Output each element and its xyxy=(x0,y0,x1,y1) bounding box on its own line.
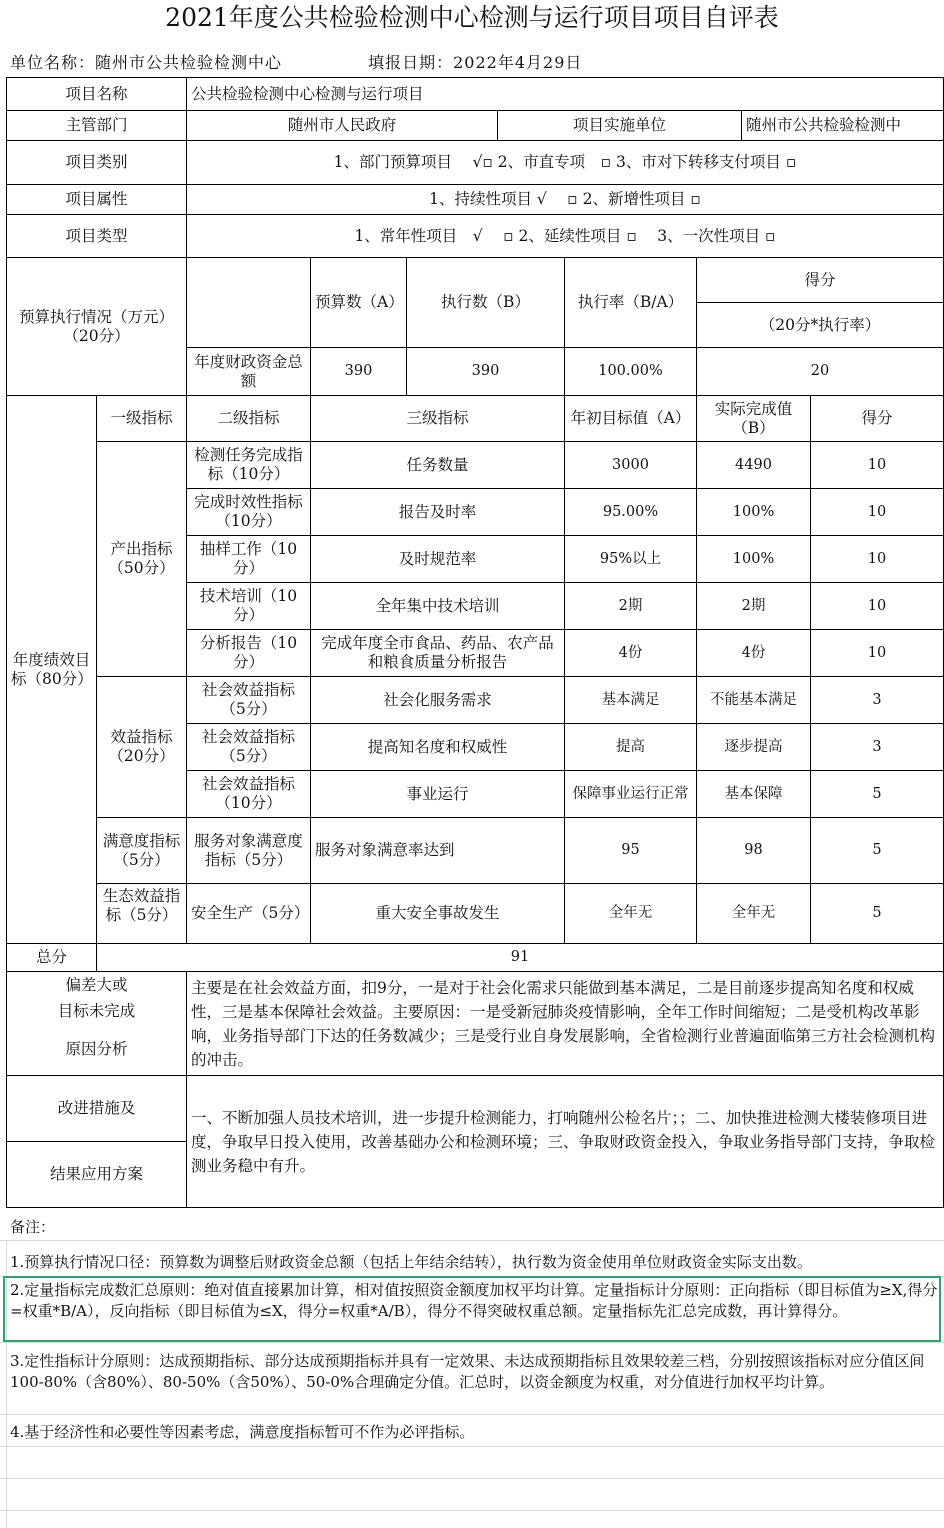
row-score: 10 xyxy=(811,442,944,489)
budget-rate: 100.00% xyxy=(565,348,697,396)
perf-header-l2: 二级指标 xyxy=(187,396,311,442)
group-satisfaction: 满意度指标（5分） xyxy=(97,818,187,884)
budget-score: 20 xyxy=(697,348,944,396)
grid-line xyxy=(0,1478,944,1479)
grid-line xyxy=(0,1240,944,1241)
category-value: 1、部门预算项目 √▫ 2、市直专项 ▫ 3、市对下转移支付项目 ▫ xyxy=(187,141,944,185)
row-actual: 不能基本满足 xyxy=(697,677,811,724)
row-target: 4份 xyxy=(565,630,697,677)
total-value: 91 xyxy=(97,944,944,972)
row-target: 95.00% xyxy=(565,489,697,536)
row-actual: 100% xyxy=(697,536,811,583)
row-target: 3000 xyxy=(565,442,697,489)
budget-value-a: 390 xyxy=(311,348,407,396)
row-actual: 98 xyxy=(697,818,811,884)
row-target: 2期 xyxy=(565,583,697,630)
project-name-value: 公共检验检测中心检测与运行项目 xyxy=(187,77,944,111)
grid-line xyxy=(0,1342,944,1343)
category-label: 项目类别 xyxy=(6,141,187,185)
budget-header-score: 得分 xyxy=(697,258,944,303)
row-l3: 提高知名度和权威性 xyxy=(311,724,565,771)
dept-value: 随州市人民政府 xyxy=(187,111,498,141)
row-l2: 完成时效性指标（10分） xyxy=(187,489,311,536)
row-actual: 4份 xyxy=(697,630,811,677)
budget-empty-header xyxy=(187,258,311,348)
row-l2: 抽样工作（10分） xyxy=(187,536,311,583)
perf-header-l1: 一级指标 xyxy=(97,396,187,442)
deviation-label-1: 偏差大或 xyxy=(6,972,187,998)
row-l3: 及时规范率 xyxy=(311,536,565,583)
row-l2: 服务对象满意度指标（5分） xyxy=(187,818,311,884)
deviation-label-2: 目标未完成 xyxy=(6,998,187,1024)
improve-label-1: 改进措施及 xyxy=(6,1076,187,1142)
attr-label: 项目属性 xyxy=(6,185,187,215)
row-target: 全年无 xyxy=(565,884,697,944)
perf-header-l3: 三级指标 xyxy=(311,396,565,442)
impl-label: 项目实施单位 xyxy=(498,111,742,141)
dept-label: 主管部门 xyxy=(6,111,187,141)
row-l2: 分析报告（10分） xyxy=(187,630,311,677)
row-actual: 全年无 xyxy=(697,884,811,944)
row-score: 10 xyxy=(811,583,944,630)
budget-header-b: 执行数（B） xyxy=(407,258,565,348)
total-label: 总分 xyxy=(6,944,97,972)
row-l3: 社会化服务需求 xyxy=(311,677,565,724)
row-target: 95%以上 xyxy=(565,536,697,583)
perf-header-score: 得分 xyxy=(811,396,944,442)
perf-label: 年度绩效目标（80分） xyxy=(6,396,97,944)
row-l3: 完成年度全市食品、药品、农产品和粮食质量分析报告 xyxy=(311,630,565,677)
row-score: 10 xyxy=(811,630,944,677)
row-l2: 社会效益指标（10分） xyxy=(187,771,311,818)
note-2: 2.定量指标完成数汇总原则：绝对值直接累加计算，相对值按照资金额度加权平均计算。定量指标计分原则：正向指标（即目标值为≥X,得分=权重*B/A），反向指标（即目标值为≤X，得分=权重*A/B），得分不得突破权重总额。定量指标先汇总完成数，再计算得分。 xyxy=(10,1281,938,1320)
budget-label: 预算执行情况（万元）（20分） xyxy=(6,258,187,396)
row-actual: 基本保障 xyxy=(697,771,811,818)
row-actual: 逐步提高 xyxy=(697,724,811,771)
budget-row-label: 年度财政资金总额 xyxy=(187,348,311,396)
deviation-label-3: 原因分析 xyxy=(6,1024,187,1076)
deviation-text: 主要是在社会效益方面，扣9分，一是对于社会化需求只能做到基本满足，二是目前逐步提高知名度和权威性，三是基本保障社会效益。主要原因：一是受新冠肺炎疫情影响，全年工作时间缩短；二是受机构改革影响，业务指导部门下达的任务数减少；三是受行业自身发展影响，全省检测行业普遍面临第三方社会检测机构的冲击。 xyxy=(191,979,936,1069)
row-actual: 4490 xyxy=(697,442,811,489)
row-actual: 2期 xyxy=(697,583,811,630)
budget-header-rate: 执行率（B/A） xyxy=(565,258,697,348)
budget-value-b: 390 xyxy=(407,348,565,396)
type-label: 项目类型 xyxy=(6,215,187,258)
row-score: 3 xyxy=(811,724,944,771)
project-name-label: 项目名称 xyxy=(6,77,187,111)
note-3: 3.定性指标计分原则：达成预期指标、部分达成预期指标并具有一定效果、未达成预期指标且效果较差三档，分别按照该指标对应分值区间100-80%（含80%）、80-50%（含50%）、50-0%合理确定分值。汇总时，以资金额度为权重，对分值进行加权平均计算。 xyxy=(10,1352,925,1391)
grid-line xyxy=(0,1414,944,1415)
grid-line xyxy=(0,1510,944,1511)
row-score: 5 xyxy=(811,818,944,884)
budget-header-a: 预算数（A） xyxy=(311,258,407,348)
unit-name: 单位名称：随州市公共检验检测中心 xyxy=(10,53,283,72)
row-l3: 报告及时率 xyxy=(311,489,565,536)
fill-date: 填报日期：2022年4月29日 xyxy=(368,53,583,72)
note-4: 4.基于经济性和必要性等因素考虑，满意度指标暂可不作为必评指标。 xyxy=(10,1423,475,1441)
row-score: 5 xyxy=(811,771,944,818)
page-title: 2021年度公共检验检测中心检测与运行项目项目自评表 xyxy=(165,3,779,32)
group-benefit: 效益指标（20分） xyxy=(97,677,187,818)
row-score: 10 xyxy=(811,536,944,583)
row-l3: 重大安全事故发生 xyxy=(311,884,565,944)
row-l3: 服务对象满意率达到 xyxy=(311,818,565,884)
group-output: 产出指标（50分） xyxy=(97,442,187,677)
impl-value: 随州市公共检验检测中 xyxy=(742,111,944,141)
perf-header-target: 年初目标值（A） xyxy=(565,396,697,442)
row-l2: 社会效益指标（5分） xyxy=(187,724,311,771)
budget-header-score-sub: （20分*执行率） xyxy=(697,303,944,348)
row-target: 基本满足 xyxy=(565,677,697,724)
row-score: 10 xyxy=(811,489,944,536)
note-1: 1.预算执行情况口径：预算数为调整后财政资金总额（包括上年结余结转），执行数为资金使用单位财政资金实际支出数。 xyxy=(10,1253,812,1271)
type-value: 1、常年性项目 √ ▫ 2、延续性项目 ▫ 3、一次性项目 ▫ xyxy=(187,215,944,258)
notes-head: 备注： xyxy=(10,1218,56,1236)
attr-value: 1、持续性项目 √ ▫ 2、新增性项目 ▫ xyxy=(187,185,944,215)
improve-text: 一、不断加强人员技术培训，进一步提升检测能力，打响随州公检名片；；二、加快推进检测大楼装修项目进度，争取早日投入使用，改善基础办公和检测环境；三、争取财政资金投入，争取业务指导部门支持，争取检测业务稳中有升。 xyxy=(191,1109,936,1175)
row-l3: 任务数量 xyxy=(311,442,565,489)
row-target: 提高 xyxy=(565,724,697,771)
row-target: 保障事业运行正常 xyxy=(565,771,697,818)
group-ecology: 生态效益指标（5分） xyxy=(97,884,187,944)
row-actual: 100% xyxy=(697,489,811,536)
grid-line xyxy=(0,1446,944,1447)
row-l2: 安全生产（5分） xyxy=(187,884,311,944)
row-score: 5 xyxy=(811,884,944,944)
improve-label-2: 结果应用方案 xyxy=(6,1142,187,1208)
row-target: 95 xyxy=(565,818,697,884)
row-l2: 检测任务完成指标（10分） xyxy=(187,442,311,489)
perf-header-actual: 实际完成值（B） xyxy=(697,396,811,442)
row-l2: 社会效益指标（5分） xyxy=(187,677,311,724)
row-l2: 技术培训（10分） xyxy=(187,583,311,630)
row-l3: 事业运行 xyxy=(311,771,565,818)
row-score: 3 xyxy=(811,677,944,724)
row-l3: 全年集中技术培训 xyxy=(311,583,565,630)
header-line xyxy=(10,50,582,73)
